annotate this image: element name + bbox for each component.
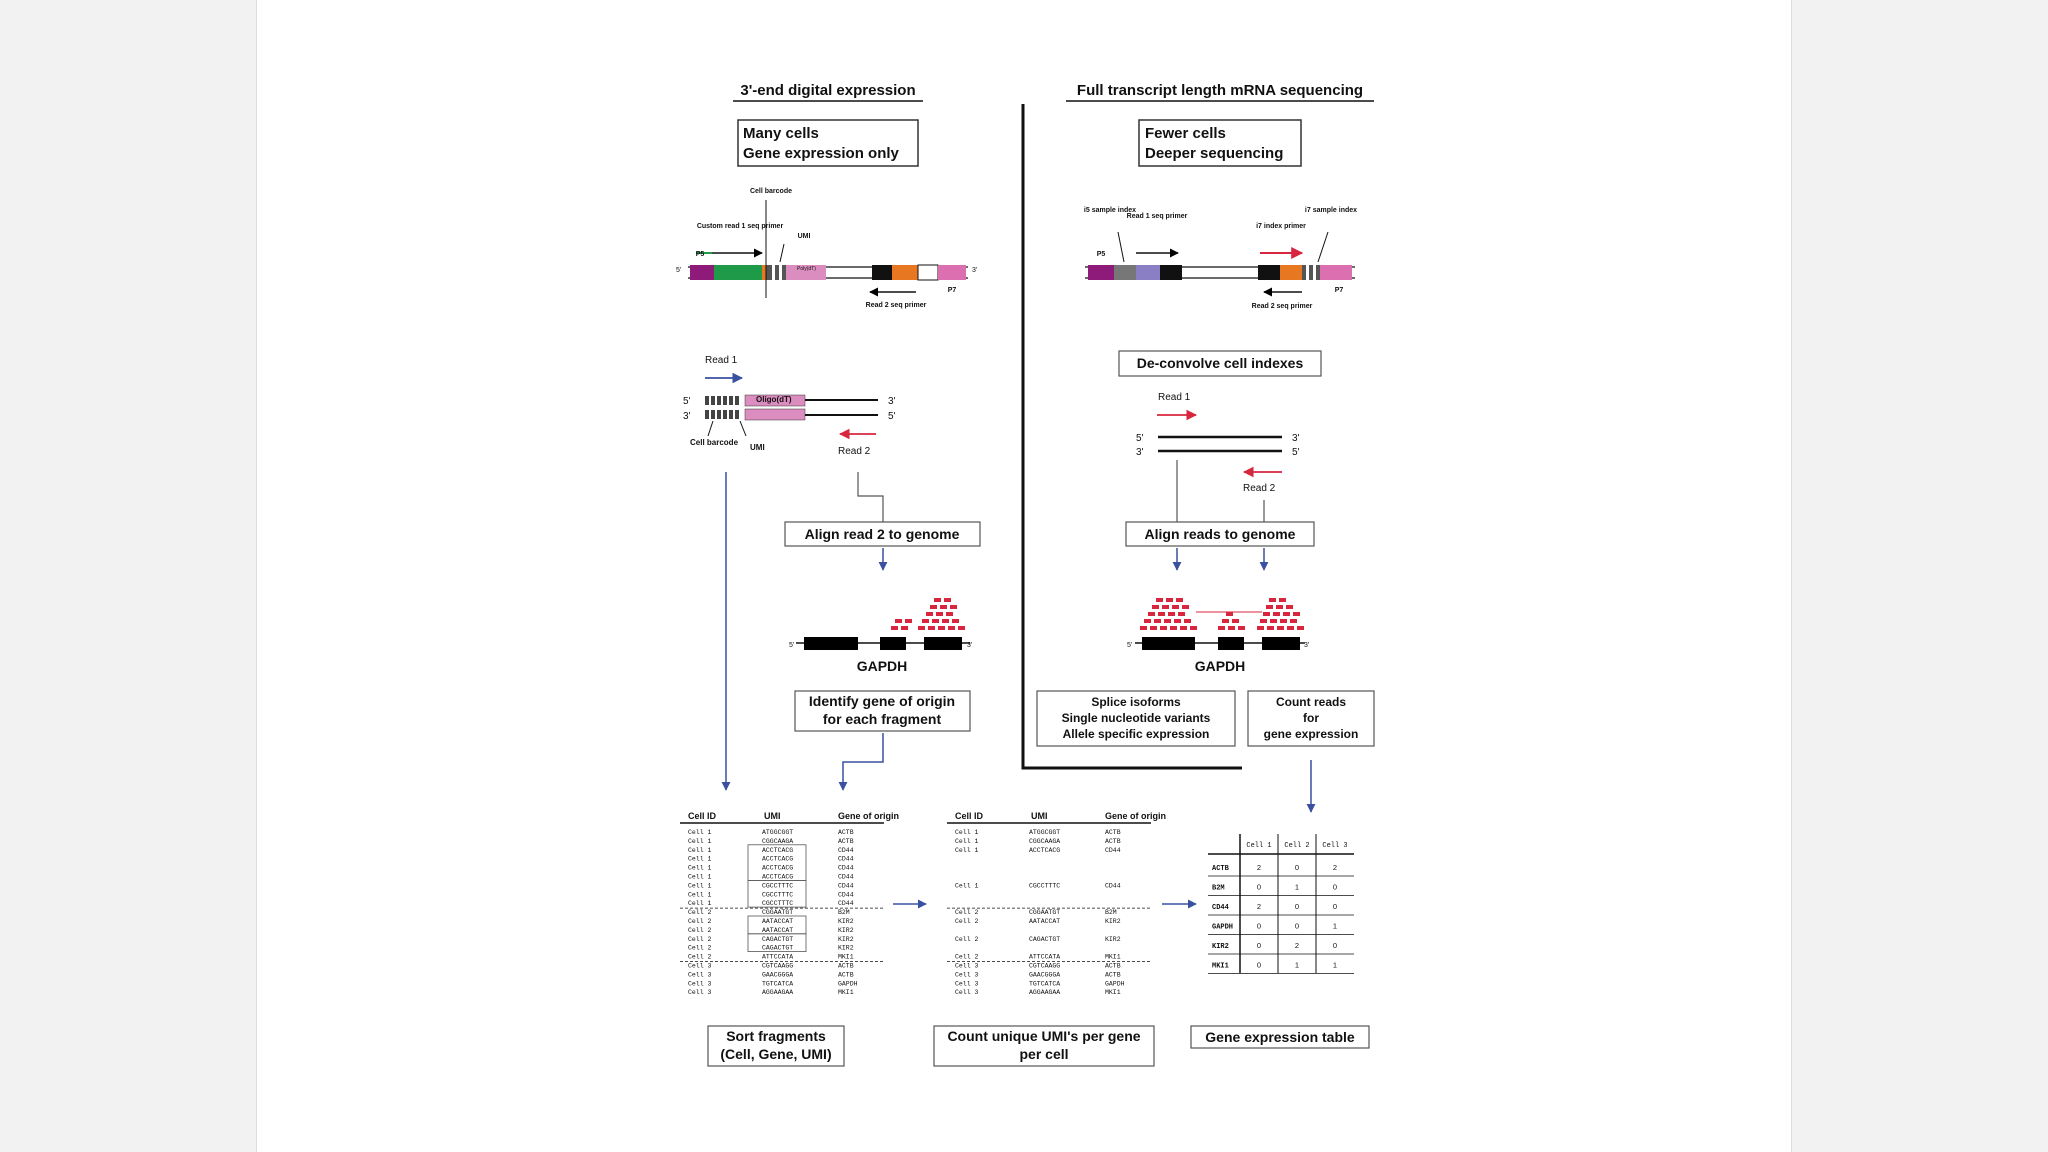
read-dash bbox=[958, 626, 965, 630]
table-cell: CD44 bbox=[838, 846, 854, 854]
table-cell: Cell 3 bbox=[955, 980, 979, 988]
table-cell: KIR2 bbox=[1105, 935, 1121, 943]
expr-value: 0 bbox=[1294, 863, 1300, 872]
table-row bbox=[688, 963, 854, 970]
right-read-pileup bbox=[1140, 598, 1304, 630]
table-row bbox=[955, 954, 1121, 961]
read-dash bbox=[944, 598, 951, 602]
read-dash bbox=[1277, 626, 1284, 630]
table-header: Gene of origin bbox=[838, 811, 900, 821]
table-cell: KIR2 bbox=[838, 944, 854, 952]
table-cell: CGCCTTTC bbox=[762, 891, 794, 899]
table-row bbox=[688, 989, 854, 996]
table-row bbox=[955, 829, 1121, 836]
svg-text:5': 5' bbox=[1292, 447, 1300, 458]
table-row bbox=[688, 829, 854, 836]
table-cell: Cell 1 bbox=[688, 882, 712, 890]
table-cell: KIR2 bbox=[838, 926, 854, 934]
table-cell: Cell 1 bbox=[688, 846, 712, 854]
rlib-read2-primer-label: Read 2 seq primer bbox=[1251, 303, 1313, 310]
expr-value: 2 bbox=[1294, 941, 1300, 950]
expr-value: 2 bbox=[1332, 863, 1338, 872]
read-dash bbox=[1283, 612, 1290, 616]
read-dash bbox=[934, 598, 941, 602]
read-dash bbox=[891, 626, 898, 630]
read-dash bbox=[1218, 626, 1225, 630]
expr-gene: MKI1 bbox=[1212, 962, 1229, 971]
table-cell: Cell 1 bbox=[955, 882, 979, 890]
table-cell: ACTB bbox=[838, 962, 854, 970]
table-cell: Cell 1 bbox=[955, 846, 979, 854]
rlib-i7-primer-label: i7 index primer bbox=[1256, 223, 1306, 230]
align-reads-label: Align reads to genome bbox=[1144, 526, 1296, 542]
table-row bbox=[688, 936, 854, 943]
table-cell: CGGCAAGA bbox=[1029, 837, 1061, 845]
expr-row bbox=[1212, 961, 1337, 971]
sort-fragments-table bbox=[680, 811, 899, 996]
splice-line1: Splice isoforms bbox=[1091, 695, 1181, 709]
table-cell: ACCTCACG bbox=[762, 855, 794, 863]
table-cell: ATTCCATA bbox=[762, 953, 794, 961]
table-row bbox=[688, 900, 854, 907]
expr-value: 2 bbox=[1256, 863, 1262, 872]
table-cell: Cell 3 bbox=[688, 962, 712, 970]
expr-column-header: Cell 2 bbox=[1284, 842, 1310, 850]
read-dash bbox=[936, 612, 943, 616]
expr-gene: GAPDH bbox=[1212, 923, 1234, 932]
expr-value: 2 bbox=[1256, 902, 1262, 911]
read-dash bbox=[1170, 626, 1177, 630]
read-dash bbox=[1162, 605, 1169, 609]
table-cell: AATACCAT bbox=[1029, 918, 1061, 925]
gene-expression-label: Gene expression table bbox=[1205, 1029, 1355, 1045]
table-cell: TGTCATCA bbox=[1029, 980, 1061, 988]
left-library-construct bbox=[688, 200, 968, 298]
table-row bbox=[688, 954, 854, 961]
expr-value: 0 bbox=[1294, 921, 1300, 931]
left-title: 3'-end digital expression bbox=[740, 82, 916, 99]
frag-three-prime: 3' bbox=[683, 411, 691, 422]
table-cell: ACCTCACG bbox=[762, 864, 794, 872]
gene-expression-table bbox=[1208, 834, 1354, 974]
read-dash bbox=[1158, 612, 1165, 616]
table-row bbox=[688, 847, 854, 854]
table-cell: ATGGCGGT bbox=[762, 829, 794, 836]
frag-cell-barcode-label: Cell barcode bbox=[690, 438, 739, 447]
table-cell: CD44 bbox=[1105, 882, 1121, 890]
svg-text:5': 5' bbox=[1136, 433, 1144, 444]
read-dash bbox=[948, 626, 955, 630]
lib-umi-label: UMI bbox=[797, 233, 811, 240]
table-cell: CGTCAAGG bbox=[762, 962, 794, 970]
read-dash bbox=[1168, 612, 1175, 616]
table-header: UMI bbox=[764, 811, 781, 821]
read-dash bbox=[1257, 626, 1264, 630]
table-cell: Cell 2 bbox=[688, 926, 712, 934]
read-dash bbox=[895, 619, 902, 623]
read-dash bbox=[1174, 619, 1181, 623]
table-row bbox=[955, 989, 1121, 996]
table-cell: CD44 bbox=[838, 855, 854, 863]
left-gene-label: GAPDH bbox=[856, 658, 908, 674]
splice-line2: Single nucleotide variants bbox=[1061, 711, 1211, 725]
table-cell: KIR2 bbox=[1105, 918, 1121, 925]
table-cell: MKI1 bbox=[838, 989, 854, 997]
expr-value: 1 bbox=[1332, 960, 1338, 970]
lib-p7-label: P7 bbox=[947, 287, 957, 294]
table-cell: ATTCCATA bbox=[1029, 953, 1061, 961]
table-row bbox=[688, 874, 854, 881]
table-row bbox=[688, 856, 854, 863]
read-dash bbox=[918, 626, 925, 630]
table-row bbox=[688, 980, 858, 987]
align-read2-label: Align read 2 to genome bbox=[804, 526, 960, 542]
frag-five-prime: 5' bbox=[683, 396, 691, 407]
fewer-cells-line1: Fewer cells bbox=[1145, 125, 1226, 142]
expr-row bbox=[1212, 902, 1337, 912]
read-dash bbox=[950, 605, 957, 609]
table-cell: CD44 bbox=[838, 864, 854, 872]
read-dash bbox=[928, 626, 935, 630]
table-cell: ACCTCACG bbox=[762, 873, 794, 881]
table-cell: GAACGGGA bbox=[762, 971, 794, 979]
read-dash bbox=[1178, 612, 1185, 616]
table-cell: Cell 1 bbox=[955, 837, 979, 845]
table-cell: CD44 bbox=[838, 891, 854, 899]
svg-text:5': 5' bbox=[1127, 642, 1133, 649]
table-cell: CAGACTGT bbox=[762, 944, 794, 952]
read-dash bbox=[1160, 626, 1167, 630]
table-header: Gene of origin bbox=[1105, 811, 1167, 821]
table-cell: Cell 1 bbox=[688, 900, 712, 908]
read-dash bbox=[1176, 598, 1183, 602]
table-cell: Cell 2 bbox=[955, 935, 979, 943]
expr-gene: KIR2 bbox=[1212, 943, 1229, 951]
read-dash bbox=[1166, 598, 1173, 602]
read-dash bbox=[926, 612, 933, 616]
table-cell: AGGAAGAA bbox=[762, 989, 794, 997]
read-dash bbox=[1267, 626, 1274, 630]
table-cell: ACTB bbox=[1105, 971, 1121, 979]
expr-gene: CD44 bbox=[1212, 904, 1229, 912]
read-dash bbox=[1238, 626, 1245, 630]
read-dash bbox=[1164, 619, 1171, 623]
table-cell: B2M bbox=[1105, 909, 1117, 917]
table-cell: GAPDH bbox=[838, 980, 858, 988]
table-row bbox=[955, 971, 1121, 978]
fewer-cells-line2: Deeper sequencing bbox=[1145, 145, 1284, 162]
sort-line2: (Cell, Gene, UMI) bbox=[720, 1046, 832, 1062]
table-cell: Cell 1 bbox=[688, 855, 712, 863]
lib-p5-label: P5 bbox=[695, 251, 705, 258]
table-row bbox=[955, 847, 1121, 854]
table-cell: Cell 1 bbox=[688, 837, 712, 845]
table-cell: MKI1 bbox=[1105, 953, 1121, 961]
read-dash bbox=[922, 619, 929, 623]
table-cell: Cell 1 bbox=[688, 873, 712, 881]
sort-line1: Sort fragments bbox=[726, 1028, 826, 1044]
table-cell: CGGAATGT bbox=[762, 909, 794, 917]
svg-text:Poly(dT): Poly(dT) bbox=[797, 266, 816, 272]
table-header: Cell ID bbox=[955, 811, 984, 821]
read-dash bbox=[1182, 605, 1189, 609]
table-cell: ACCTCACG bbox=[762, 846, 794, 854]
table-row bbox=[955, 838, 1121, 845]
frag-oligo-label: Oligo(dT) bbox=[756, 395, 792, 404]
read-dash bbox=[1150, 626, 1157, 630]
read-dash bbox=[1270, 619, 1277, 623]
table-row bbox=[688, 838, 854, 845]
read-dash bbox=[942, 619, 949, 623]
table-cell: CAGACTGT bbox=[1029, 935, 1061, 943]
table-cell: ACTB bbox=[838, 837, 854, 845]
table-cell: CGCCTTTC bbox=[762, 882, 794, 890]
table-cell: KIR2 bbox=[838, 935, 854, 943]
many-cells-line1: Many cells bbox=[743, 125, 819, 142]
table-cell: Cell 2 bbox=[955, 909, 979, 917]
table-cell: MKI1 bbox=[1105, 989, 1121, 997]
table-cell: CGCCTTTC bbox=[1029, 882, 1061, 890]
table-cell: Cell 2 bbox=[955, 918, 979, 925]
read-dash bbox=[952, 619, 959, 623]
table-row bbox=[688, 865, 854, 872]
lib-three-prime: 3' bbox=[972, 267, 978, 274]
read-dash bbox=[1156, 598, 1163, 602]
expr-gene: B2M bbox=[1212, 884, 1225, 893]
table-cell: ACTB bbox=[1105, 962, 1121, 970]
table-cell: ACTB bbox=[1105, 837, 1121, 845]
read-dash bbox=[1226, 612, 1233, 616]
table-row bbox=[955, 936, 1121, 943]
table-cell: ACTB bbox=[838, 829, 854, 836]
read-dash bbox=[1266, 605, 1273, 609]
table-cell: Cell 2 bbox=[688, 944, 712, 952]
table-cell: CD44 bbox=[838, 873, 854, 881]
read-dash bbox=[1180, 626, 1187, 630]
table-row bbox=[688, 918, 854, 925]
expr-column-header: Cell 1 bbox=[1246, 842, 1272, 850]
table-cell: CD44 bbox=[1105, 846, 1121, 854]
table-cell: ACTB bbox=[1105, 829, 1121, 836]
read-dash bbox=[901, 626, 908, 630]
lib-read2-primer-label: Read 2 seq primer bbox=[865, 302, 927, 309]
table-cell: Cell 1 bbox=[688, 891, 712, 899]
read-dash bbox=[1154, 619, 1161, 623]
table-cell: KIR2 bbox=[838, 918, 854, 925]
count-reads-line2: for bbox=[1303, 711, 1319, 725]
read-dash bbox=[1297, 626, 1304, 630]
right-read2-label: Read 2 bbox=[1243, 483, 1276, 494]
identify-line1: Identify gene of origin bbox=[808, 693, 956, 709]
table-cell: ACTB bbox=[838, 971, 854, 979]
right-gene-label: GAPDH bbox=[1194, 658, 1246, 674]
identify-line2: for each fragment bbox=[822, 711, 942, 727]
read-dash bbox=[1260, 619, 1267, 623]
svg-text:5': 5' bbox=[789, 642, 795, 649]
splice-line3: Allele specific expression bbox=[1062, 727, 1210, 741]
expr-row bbox=[1212, 863, 1337, 873]
read-dash bbox=[1152, 605, 1159, 609]
read-dash bbox=[1232, 619, 1239, 623]
expr-value: 0 bbox=[1256, 921, 1262, 931]
expr-row bbox=[1212, 941, 1337, 951]
table-cell: GAPDH bbox=[1105, 980, 1125, 988]
read-dash bbox=[1190, 626, 1197, 630]
table-cell: GAACGGGA bbox=[1029, 971, 1061, 979]
read-dash bbox=[905, 619, 912, 623]
read-dash bbox=[1184, 619, 1191, 623]
expr-value: 0 bbox=[1332, 882, 1338, 892]
frag-read2-label: Read 2 bbox=[838, 446, 871, 457]
rlib-p5-label: P5 bbox=[1096, 251, 1106, 258]
expr-value: 0 bbox=[1256, 941, 1262, 950]
table-row bbox=[955, 882, 1121, 889]
read-dash bbox=[1286, 605, 1293, 609]
expr-value: 1 bbox=[1294, 960, 1300, 970]
read-dash bbox=[1287, 626, 1294, 630]
read-dash bbox=[1148, 612, 1155, 616]
svg-text:3': 3' bbox=[1292, 433, 1300, 444]
table-cell: AATACCAT bbox=[762, 918, 794, 925]
table-cell: Cell 2 bbox=[955, 953, 979, 961]
read-dash bbox=[1263, 612, 1270, 616]
table-row bbox=[955, 980, 1125, 987]
read-dash bbox=[1228, 626, 1235, 630]
table-cell: MKI1 bbox=[838, 953, 854, 961]
expr-column-header: Cell 3 bbox=[1322, 842, 1348, 850]
svg-text:3': 3' bbox=[1136, 447, 1144, 458]
table-cell: Cell 2 bbox=[688, 953, 712, 961]
frag-read1-label: Read 1 bbox=[705, 355, 738, 366]
read-dash bbox=[940, 605, 947, 609]
read-dash bbox=[1280, 619, 1287, 623]
count-reads-line1: Count reads bbox=[1275, 695, 1347, 709]
table-cell: Cell 1 bbox=[688, 829, 712, 836]
expr-value: 1 bbox=[1294, 882, 1300, 892]
count-reads-line3: gene expression bbox=[1263, 727, 1359, 741]
many-cells-line2: Gene expression only bbox=[743, 145, 899, 162]
table-cell: Cell 2 bbox=[688, 918, 712, 925]
table-header: Cell ID bbox=[688, 811, 717, 821]
lib-custom-read1-label: Custom read 1 seq primer bbox=[696, 223, 784, 230]
read-dash bbox=[1140, 626, 1147, 630]
table-cell: CGCCTTTC bbox=[762, 900, 794, 908]
table-cell: Cell 3 bbox=[688, 971, 712, 979]
table-cell: ATGGCGGT bbox=[1029, 829, 1061, 836]
frag-three-prime-end: 3' bbox=[888, 396, 896, 407]
table-row bbox=[688, 971, 854, 978]
table-cell: ACCTCACG bbox=[1029, 846, 1061, 854]
count-umis-line1: Count unique UMI's per gene bbox=[947, 1028, 1141, 1044]
rlib-read1-primer-label: Read 1 seq primer bbox=[1126, 213, 1188, 220]
read-dash bbox=[1144, 619, 1151, 623]
table-cell: Cell 3 bbox=[955, 962, 979, 970]
table-row bbox=[688, 891, 854, 898]
table-cell: CGGAATGT bbox=[1029, 909, 1061, 917]
right-library-construct bbox=[1085, 232, 1355, 292]
read-dash bbox=[932, 619, 939, 623]
expr-value: 1 bbox=[1332, 921, 1338, 931]
table-cell: Cell 3 bbox=[688, 980, 712, 988]
right-gene-model bbox=[1127, 637, 1309, 650]
svg-text:3': 3' bbox=[967, 642, 973, 649]
table-cell: AGGAAGAA bbox=[1029, 989, 1061, 997]
table-cell: CD44 bbox=[838, 900, 854, 908]
read-dash bbox=[1222, 619, 1229, 623]
table-row bbox=[688, 927, 854, 934]
read-dash bbox=[930, 605, 937, 609]
read-dash bbox=[1276, 605, 1283, 609]
expr-value: 0 bbox=[1256, 882, 1262, 892]
read-dash bbox=[946, 612, 953, 616]
count-umis-line2: per cell bbox=[1019, 1046, 1069, 1062]
table-cell: TGTCATCA bbox=[762, 980, 794, 988]
lib-cell-barcode-label: Cell barcode bbox=[749, 188, 793, 195]
read-dash bbox=[1290, 619, 1297, 623]
table-row bbox=[955, 918, 1121, 925]
table-cell: AATACCAT bbox=[762, 926, 794, 934]
left-read-pileup bbox=[891, 598, 965, 630]
svg-text:3': 3' bbox=[1304, 642, 1310, 649]
read-dash bbox=[1293, 612, 1300, 616]
table-cell: Cell 3 bbox=[955, 989, 979, 997]
table-row bbox=[955, 963, 1121, 970]
table-row bbox=[688, 945, 854, 952]
read-dash bbox=[938, 626, 945, 630]
rlib-i7-label: i7 sample index bbox=[1304, 207, 1358, 214]
read-dash bbox=[1273, 612, 1280, 616]
table-cell: CD44 bbox=[838, 882, 854, 890]
table-cell: Cell 2 bbox=[688, 909, 712, 917]
table-cell: CGGCAAGA bbox=[762, 837, 794, 845]
lib-five-prime: 5' bbox=[676, 267, 682, 274]
expr-value: 0 bbox=[1332, 902, 1338, 911]
table-header: UMI bbox=[1031, 811, 1048, 821]
rlib-p7-label: P7 bbox=[1334, 287, 1344, 294]
table-cell: CAGACTGT bbox=[762, 935, 794, 943]
table-cell: CGTCAAGG bbox=[1029, 962, 1061, 970]
table-cell: Cell 2 bbox=[688, 935, 712, 943]
expr-gene: ACTB bbox=[1212, 865, 1229, 873]
unique-umi-table bbox=[947, 811, 1166, 996]
expr-value: 0 bbox=[1256, 960, 1262, 970]
read-dash bbox=[1172, 605, 1179, 609]
right-read1-label: Read 1 bbox=[1158, 392, 1191, 403]
expr-value: 0 bbox=[1332, 941, 1338, 950]
table-cell: Cell 1 bbox=[955, 829, 979, 836]
read-dash bbox=[1279, 598, 1286, 602]
table-cell: Cell 3 bbox=[955, 971, 979, 979]
frag-umi-label: UMI bbox=[750, 443, 765, 452]
table-cell: Cell 3 bbox=[688, 989, 712, 997]
expr-row bbox=[1212, 883, 1337, 893]
right-title: Full transcript length mRNA sequencing bbox=[1076, 82, 1364, 99]
table-cell: B2M bbox=[838, 909, 850, 917]
table-row bbox=[688, 882, 854, 889]
read-dash bbox=[1269, 598, 1276, 602]
rlib-i5-label: i5 sample index bbox=[1083, 207, 1137, 214]
frag-five-prime-end: 5' bbox=[888, 411, 896, 422]
expr-row bbox=[1212, 922, 1337, 932]
left-gene-model bbox=[789, 637, 972, 650]
table-cell: Cell 1 bbox=[688, 864, 712, 872]
table-row bbox=[688, 909, 850, 916]
deconvolve-label: De-convolve cell indexes bbox=[1136, 355, 1304, 371]
table-row bbox=[955, 909, 1117, 916]
expr-value: 0 bbox=[1294, 902, 1300, 911]
